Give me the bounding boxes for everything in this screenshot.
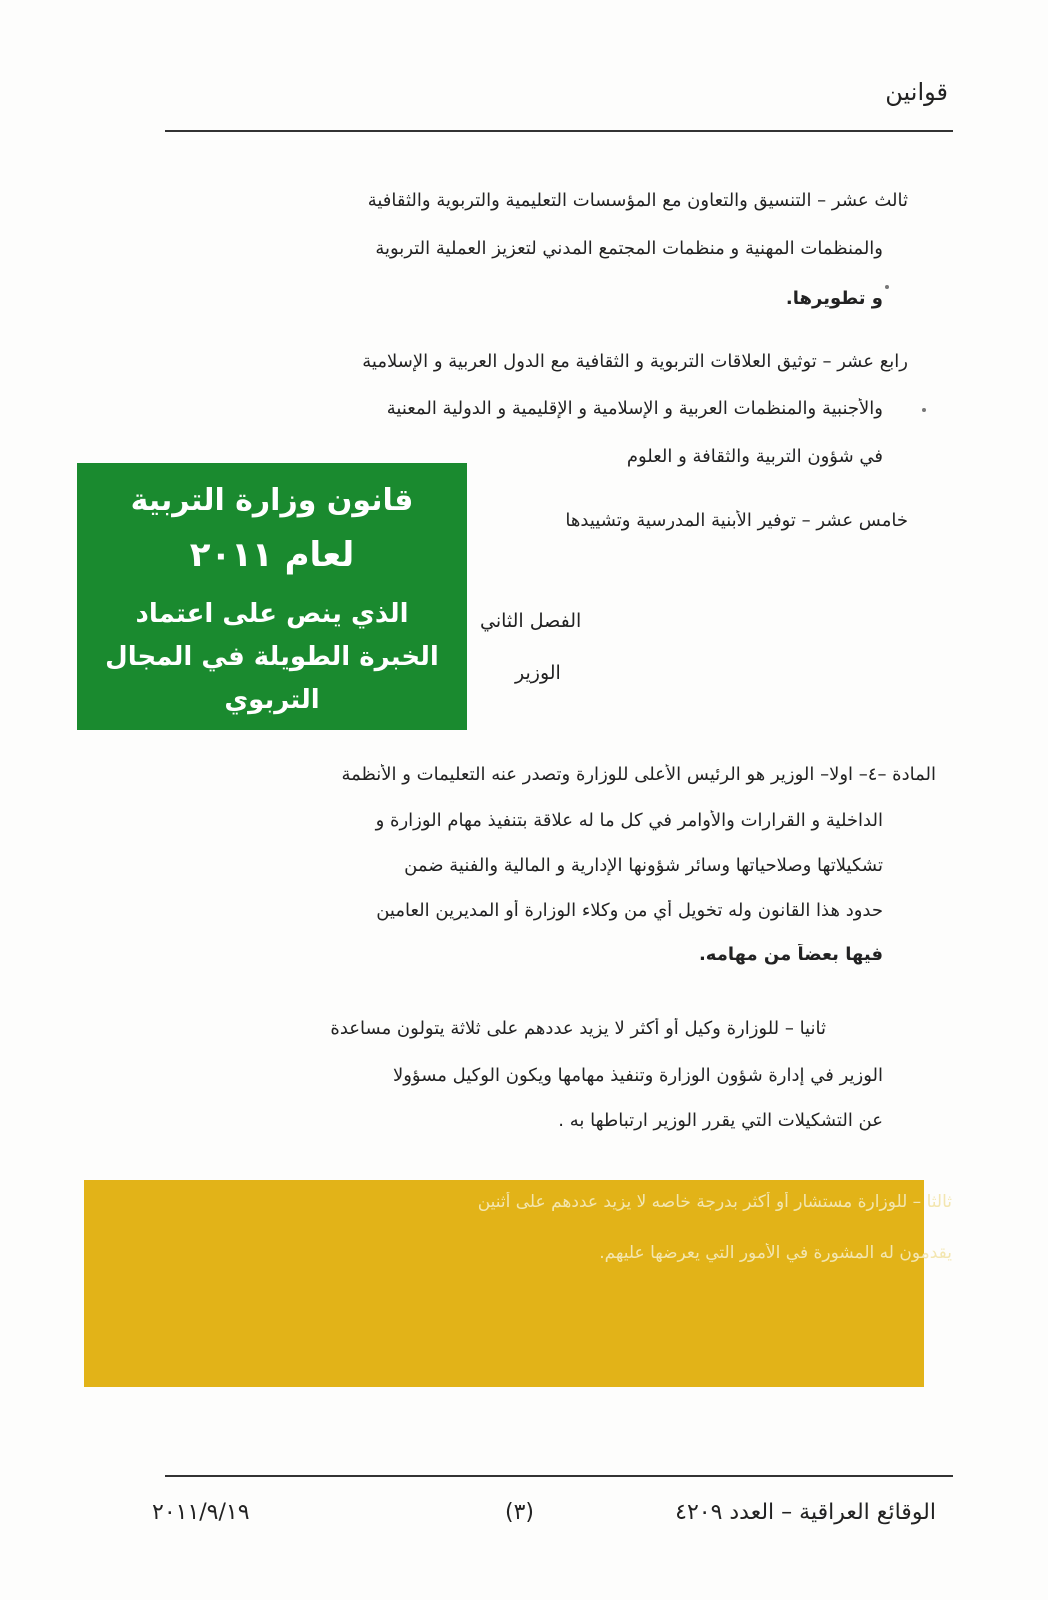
article-line: عن التشكيلات التي يقرر الوزير ارتباطها به . bbox=[558, 1110, 883, 1131]
header-divider bbox=[165, 130, 953, 132]
footer-page-number: (٣) bbox=[505, 1500, 535, 1525]
chapter-title: الفصل الثاني bbox=[480, 610, 582, 632]
chapter-subtitle: الوزير bbox=[515, 662, 561, 684]
article-line: الداخلية و القرارات والأوامر في كل ما له علاقة بتنفيذ مهام الوزارة و bbox=[375, 810, 883, 831]
body-line: ثالث عشر – التنسيق والتعاون مع المؤسسات التعليمية والتربوية والثقافية bbox=[367, 190, 908, 211]
scan-speck bbox=[922, 408, 926, 412]
footer-divider bbox=[165, 1475, 953, 1477]
highlight-line: ثالثا – للوزارة مستشار أو أكثر بدرجة خاصه لا يزيد عددهم على أثنين bbox=[477, 1192, 952, 1212]
body-line: والمنظمات المهنية و منظمات المجتمع المدني لتعزيز العملية التربوية bbox=[375, 238, 883, 259]
banner-line-2: لعام ٢٠١١ bbox=[189, 535, 355, 575]
section-header: قوانين bbox=[885, 78, 948, 106]
scan-speck bbox=[885, 285, 889, 289]
article-line: ثانيا – للوزارة وكيل أو أكثر لا يزيد عددهم على ثلاثة يتولون مساعدة bbox=[330, 1018, 826, 1039]
body-line: و تطويرها. bbox=[785, 288, 883, 309]
footer-publication: الوقائع العراقية – العدد ٤٢٠٩ bbox=[675, 1500, 936, 1525]
body-line: في شؤون التربية والثقافة و العلوم bbox=[626, 446, 883, 467]
highlight-line: يقدمون له المشورة في الأمور التي يعرضها عليهم. bbox=[599, 1243, 952, 1263]
banner-line-1: قانون وزارة التربية bbox=[130, 483, 414, 518]
body-line: خامس عشر – توفير الأبنية المدرسية وتشييدها bbox=[565, 510, 908, 531]
footer-date: ٢٠١١/٩/١٩ bbox=[152, 1500, 250, 1525]
body-line: رابع عشر – توثيق العلاقات التربوية و الثقافية مع الدول العربية و الإسلامية bbox=[362, 351, 908, 372]
article-line: تشكيلاتها وصلاحياتها وسائر شؤونها الإدارية و المالية والفنية ضمن bbox=[404, 855, 883, 876]
article-line: فيها بعضاً من مهامه. bbox=[698, 944, 883, 965]
body-line: والأجنبية والمنظمات العربية و الإسلامية و الإقليمية و الدولية المعنية bbox=[386, 398, 883, 419]
article-line: المادة –٤– اولا– الوزير هو الرئيس الأعلى للوزارة وتصدر عنه التعليمات و الأنظمة bbox=[341, 764, 936, 785]
banner-line-3: الذي ينص على اعتماد الخبرة الطويلة في المجال التربوي bbox=[105, 599, 439, 715]
article-line: حدود هذا القانون وله تخويل أي من وكلاء الوزارة أو المديرين العامين bbox=[376, 900, 883, 921]
green-title-banner bbox=[77, 463, 467, 730]
article-line: الوزير في إدارة شؤون الوزارة وتنفيذ مهامها ويكون الوكيل مسؤولا bbox=[392, 1065, 883, 1086]
